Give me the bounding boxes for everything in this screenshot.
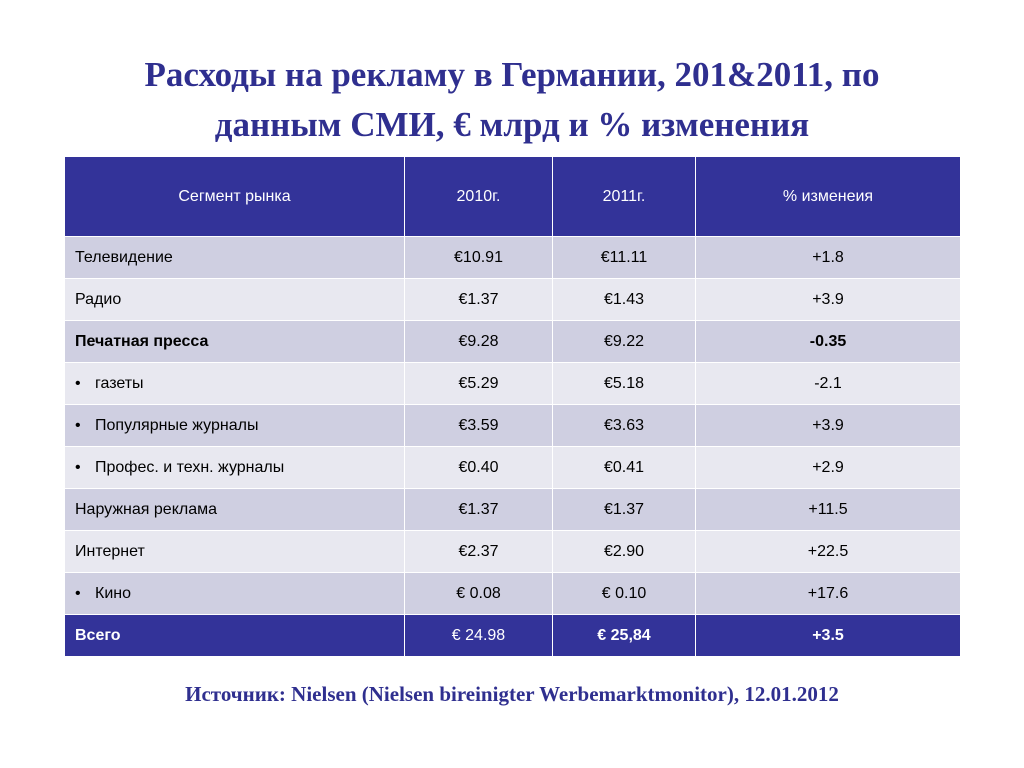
value-2011-cell: €1.43 <box>553 279 696 321</box>
segment-cell: Всего <box>65 615 405 657</box>
bullet-icon: • <box>75 458 81 476</box>
header-2011: 2011г. <box>553 157 696 237</box>
value-2011-cell: €11.11 <box>553 237 696 279</box>
table-row <box>65 447 961 489</box>
bullet-icon: • <box>75 584 81 602</box>
segment-cell: Интернет <box>65 531 405 573</box>
change-cell: -0.35 <box>696 321 961 363</box>
value-2010-cell: €0.40 <box>405 447 553 489</box>
change-cell: +3.5 <box>696 615 961 657</box>
change-cell: +1.8 <box>696 237 961 279</box>
table-row <box>65 279 961 321</box>
table-row <box>65 489 961 531</box>
segment-cell: Печатная пресса <box>65 321 405 363</box>
table-row <box>65 531 961 573</box>
header-change: % изменеия <box>696 157 961 237</box>
change-cell: +11.5 <box>696 489 961 531</box>
value-2011-cell: €1.37 <box>553 489 696 531</box>
table-row <box>65 321 961 363</box>
table-row <box>65 363 961 405</box>
value-2010-cell: €3.59 <box>405 405 553 447</box>
value-2010-cell: €9.28 <box>405 321 553 363</box>
segment-cell: Телевидение <box>65 237 405 279</box>
table-total-row <box>65 615 961 657</box>
source-note: Источник: Nielsen (Nielsen bireinigter Werbemarktmonitor), 12.01.2012 <box>185 682 839 706</box>
segment-cell: Наружная реклама <box>65 489 405 531</box>
value-2010-cell: €1.37 <box>405 489 553 531</box>
value-2011-cell: € 25,84 <box>553 615 696 657</box>
value-2011-cell: €9.22 <box>553 321 696 363</box>
table-row <box>65 573 961 615</box>
bullet-icon: • <box>75 416 81 434</box>
segment-cell: • Популярные журналы <box>65 405 405 447</box>
segment-cell: Радио <box>65 279 405 321</box>
value-2010-cell: €5.29 <box>405 363 553 405</box>
value-2010-cell: €2.37 <box>405 531 553 573</box>
change-cell: +2.9 <box>696 447 961 489</box>
change-cell: +22.5 <box>696 531 961 573</box>
change-cell: +17.6 <box>696 573 961 615</box>
slide-title-line-2: данным СМИ, € млрд и % изменения <box>214 105 810 144</box>
header-2010: 2010г. <box>405 157 553 237</box>
value-2011-cell: €0.41 <box>553 447 696 489</box>
table-row <box>65 237 961 279</box>
value-2010-cell: €10.91 <box>405 237 553 279</box>
value-2011-cell: €5.18 <box>553 363 696 405</box>
value-2010-cell: €1.37 <box>405 279 553 321</box>
value-2011-cell: €3.63 <box>553 405 696 447</box>
ad-spend-table <box>64 156 961 657</box>
segment-cell: • Кино <box>65 573 405 615</box>
value-2010-cell: € 24.98 <box>405 615 553 657</box>
value-2010-cell: € 0.08 <box>405 573 553 615</box>
change-cell: +3.9 <box>696 405 961 447</box>
table-header-row <box>65 157 961 237</box>
change-cell: +3.9 <box>696 279 961 321</box>
segment-cell: • Профес. и техн. журналы <box>65 447 405 489</box>
segment-cell: • газеты <box>65 363 405 405</box>
bullet-icon: • <box>75 374 81 392</box>
table-row <box>65 405 961 447</box>
value-2011-cell: €2.90 <box>553 531 696 573</box>
header-segment: Сегмент рынка <box>65 157 405 237</box>
slide-title-line-1: Расходы на рекламу в Германии, 201&2011, по <box>144 55 880 94</box>
value-2011-cell: € 0.10 <box>553 573 696 615</box>
slide-title <box>40 50 984 150</box>
change-cell: -2.1 <box>696 363 961 405</box>
